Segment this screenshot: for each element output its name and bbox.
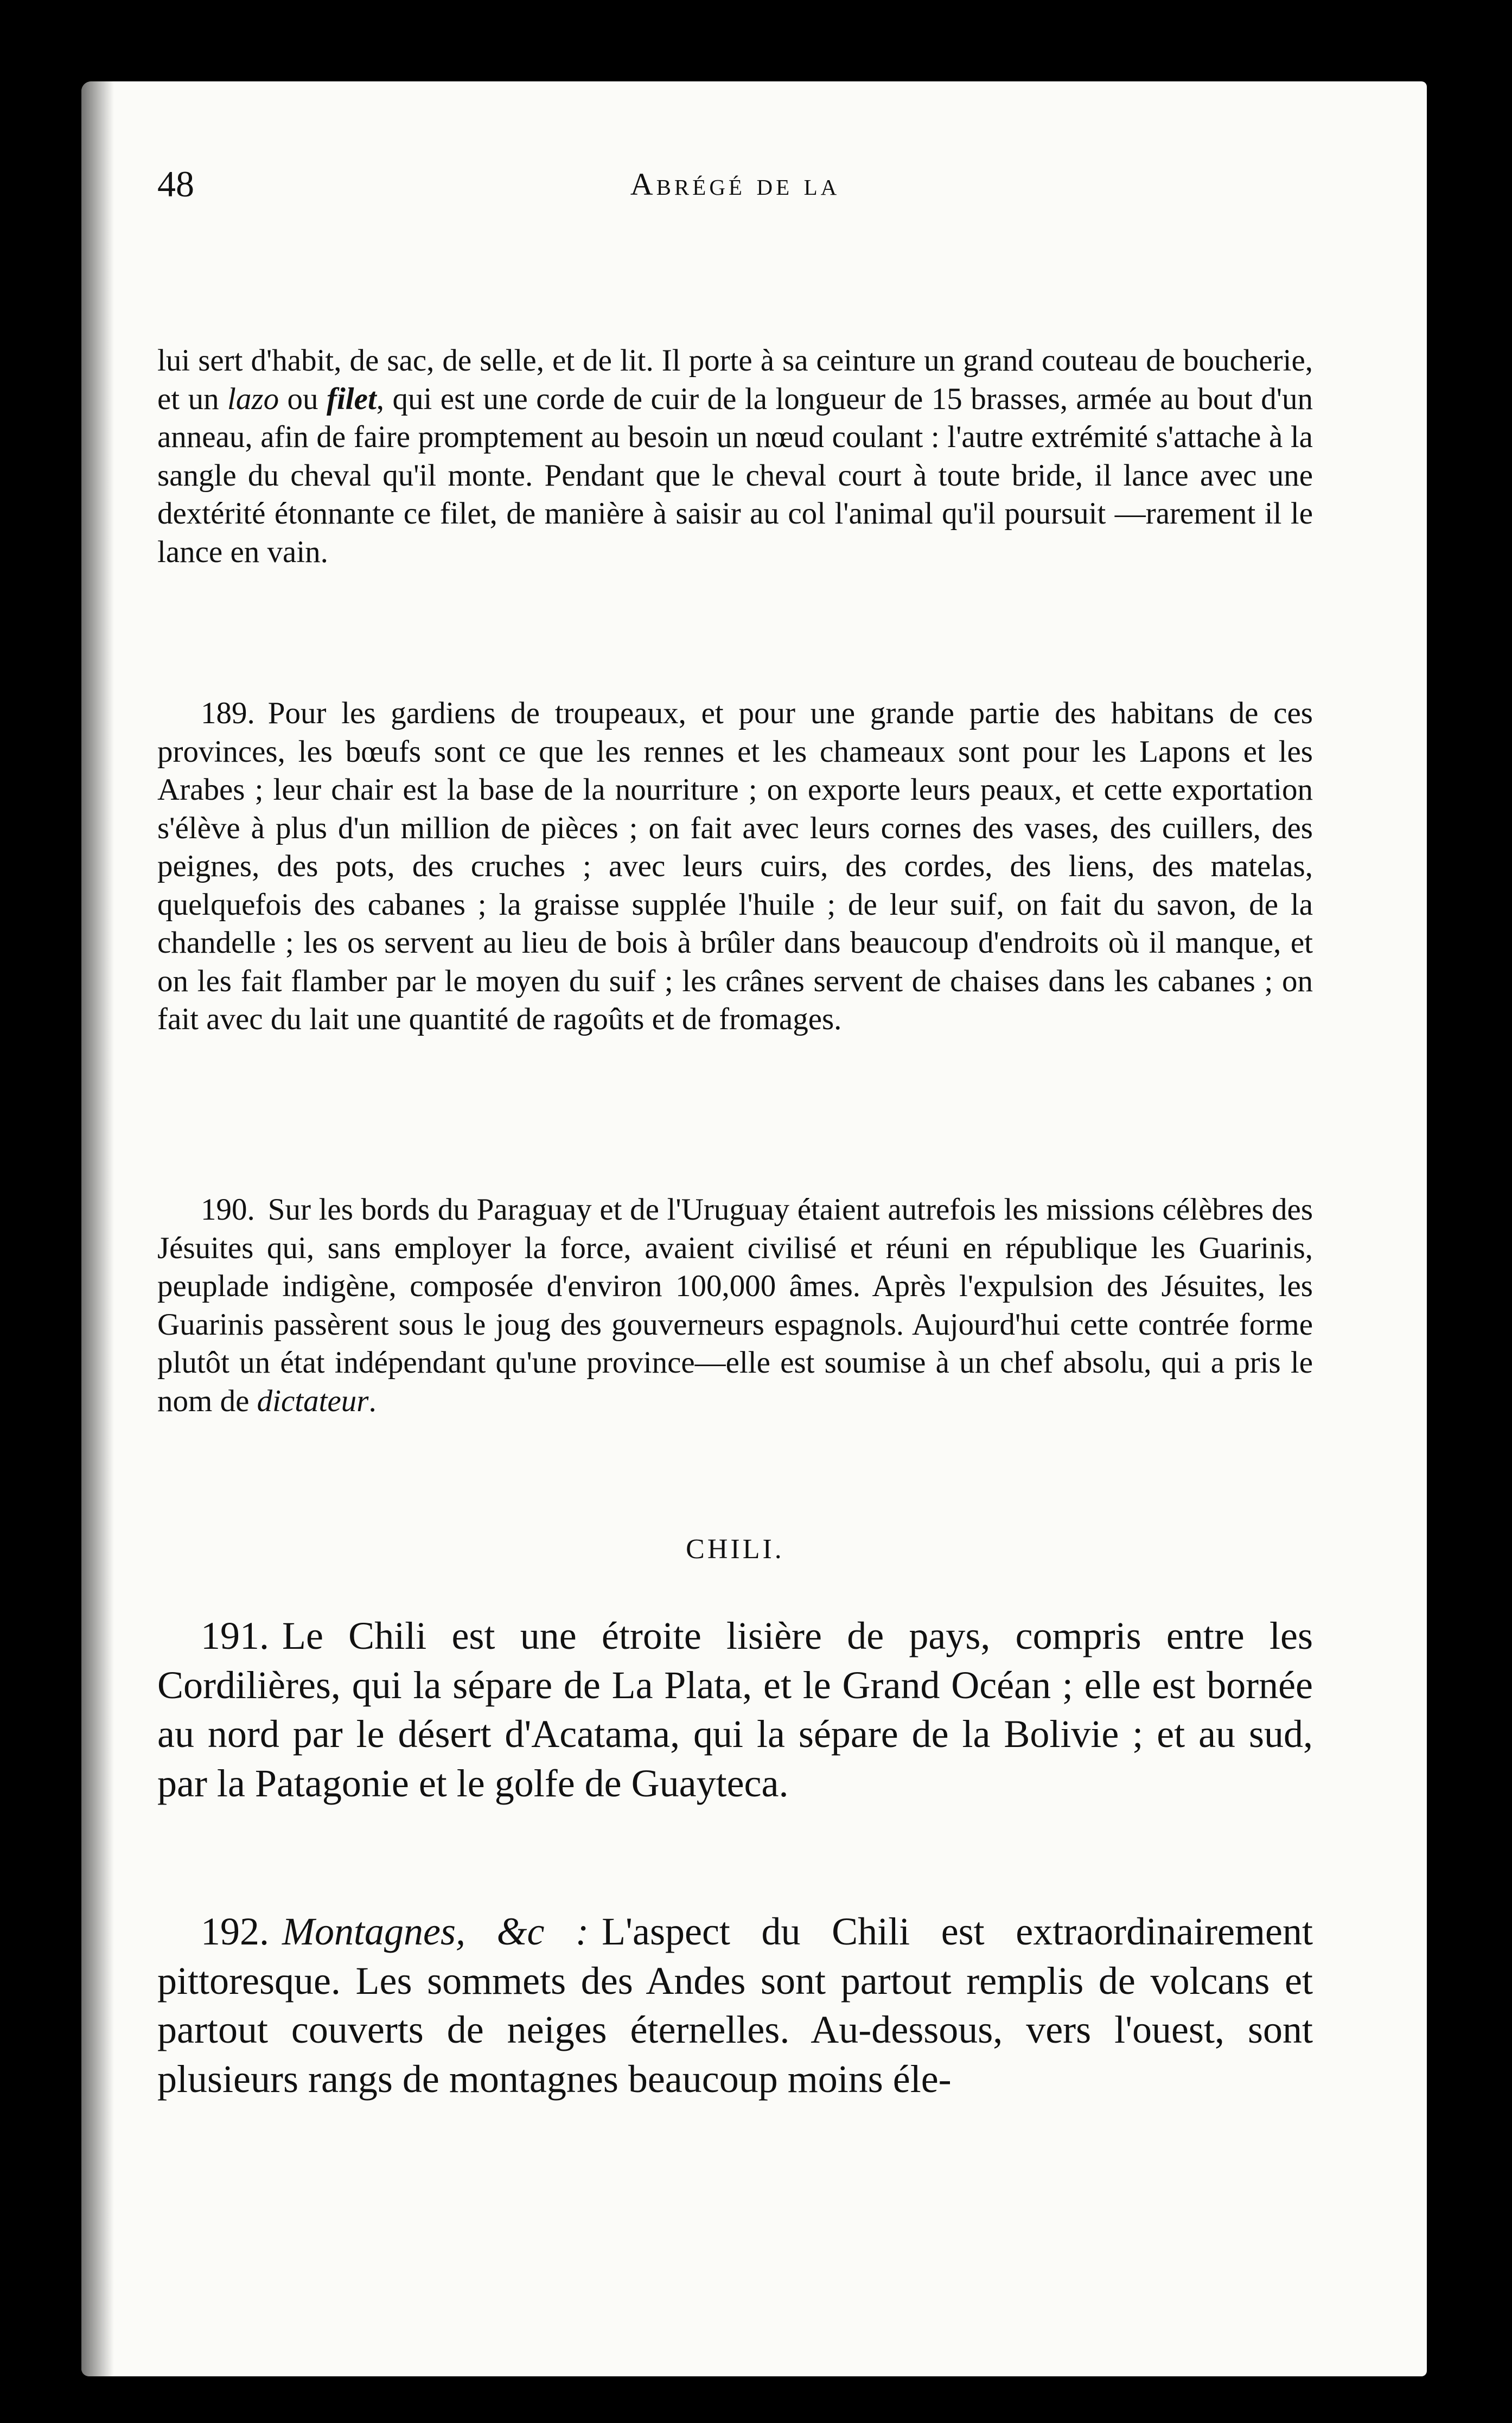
paragraph-189 bbox=[157, 694, 1313, 1039]
page-number: 48 bbox=[157, 163, 194, 205]
text-run: lui sert d'habit, de sac, de selle, et de lit. Il porte à sa ceinture un grand couteau de boucherie, et un bbox=[157, 343, 1313, 416]
italic-lead-in: Montagnes, &c : bbox=[282, 1910, 589, 1953]
text-run: . bbox=[368, 1383, 377, 1418]
paragraph-191 bbox=[157, 1611, 1313, 1808]
paragraph-192 bbox=[157, 1907, 1313, 2103]
italic-term-lazo: lazo bbox=[227, 381, 279, 416]
running-title: Abrégé de la bbox=[630, 167, 840, 202]
italic-term-dictateur: dictateur bbox=[257, 1383, 369, 1418]
paragraph-number: 192. bbox=[201, 1910, 269, 1953]
page-header bbox=[157, 163, 1313, 212]
paragraph-text: Pour les gardiens de troupeaux, et pour une grande partie des habitans de ces provinces, les bœufs sont ce que les rennes et les chameaux sont pour les Lapons et les Arabes ; leur chair est la base de la nourriture ; on exporte leurs peaux, et cette exportation s'élève à plus d'un million de pièces ; on fait avec leurs cornes des vases, des cuillers, des peignes, des pots, des cruches ; avec leurs cuirs, des cordes, des liens, des matelas, quelquefois des cabanes ; la graisse supplée l'huile ; de leur suif, on fait du savon, de la chandelle ; les os servent au lieu de bois à brûler dans beaucoup d'endroits où il manque, et on les fait flamber par le moyen du suif ; les crânes servent de chaises dans les cabanes ; on fait avec du lait une quantité de ragoûts et de fromages. bbox=[157, 696, 1313, 1036]
paragraph-text: Le Chili est une étroite lisière de pays, compris entre les Cordilières, qui la sépare de La Plata, et le Grand Océan ; elle est bornée au nord par le désert d'Acatama, qui la sépare de la Bolivie ; et au sud, par la Patagonie et le golfe de Guayteca. bbox=[157, 1614, 1313, 1805]
page-spine-shadow bbox=[81, 81, 114, 2376]
paragraph-number: 190. bbox=[201, 1193, 255, 1227]
paragraph-text: Sur les bords du Paraguay et de l'Uruguay étaient autrefois les missions célèbres des Jésuites qui, sans employer la force, avaient civilisé et réuni en république les Guarinis, peuplade indigène, composée d'environ 100,000 âmes. Après l'expulsion des Jésuites, les Guarinis passèrent sous le joug des gouverneurs espagnols. Aujourd'hui cette contrée forme plutôt un état indépendant qu'une province—elle est soumise à un chef absolu, qui a pris le nom de bbox=[157, 1193, 1313, 1418]
italic-term-filet: filet bbox=[326, 381, 377, 416]
paragraph-number: 189. bbox=[201, 696, 255, 730]
section-heading: CHILI. bbox=[686, 1534, 784, 1565]
text-run: ou bbox=[279, 381, 327, 416]
paragraph-number: 191. bbox=[201, 1614, 269, 1657]
paragraph-text: L'aspect du Chili est extraordinairement pittoresque. Les sommets des Andes sont partout remplis de volcans et partout couverts de neiges éternelles. Au-dessous, vers l'ouest, sont plusieurs rangs de montagnes beaucoup moins éle- bbox=[157, 1910, 1313, 2101]
paragraph-188-continued bbox=[157, 342, 1313, 571]
paragraph-190 bbox=[157, 1191, 1313, 1420]
page-edge bbox=[1427, 81, 1449, 2376]
text-run: , qui est une corde de cuir de la longueur de 15 brasses, armée au bout d'un anneau, afin de faire promptement au besoin un nœud coulant : l'autre extrémité s'attache à la sangle du cheval qu'il monte. Pendant que le cheval court à toute bride, il lance avec une dextérité étonnante ce filet, de manière à saisir au col l'animal qu'il poursuit —rarement il le lance en vain. bbox=[157, 381, 1313, 569]
